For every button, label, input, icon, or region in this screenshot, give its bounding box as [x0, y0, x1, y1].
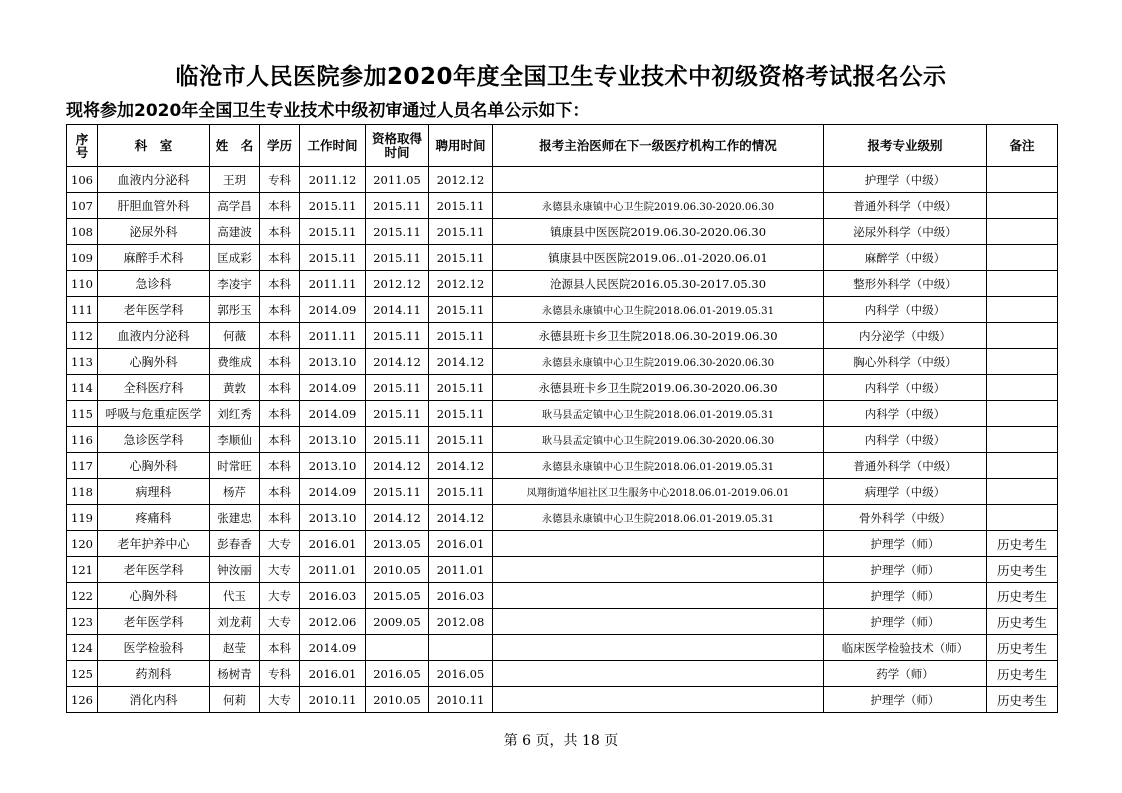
cell-level: 麻醉学（中级）: [824, 245, 987, 271]
cell-note: [987, 479, 1058, 505]
cell-cert-time: 2011.05: [366, 167, 429, 193]
cell-seq: 114: [67, 375, 98, 401]
cell-level: 内科学（中级）: [824, 401, 987, 427]
cell-note: [987, 245, 1058, 271]
cell-work-time: 2016.01: [300, 661, 366, 687]
page-footer: 第 6 页，共 18 页: [503, 733, 619, 749]
cell-hospital: 永德县班卡乡卫生院2019.06.30-2020.06.30: [493, 375, 824, 401]
cell-dept: 老年医学科: [98, 297, 210, 323]
cell-name: 代玉: [210, 583, 260, 609]
cell-dept: 老年医学科: [98, 557, 210, 583]
cell-education: 本科: [260, 427, 300, 453]
cell-education: 本科: [260, 349, 300, 375]
cell-level: 内科学（中级）: [824, 375, 987, 401]
table-row: [67, 583, 1058, 609]
cell-note: [987, 271, 1058, 297]
cell-hire-time: 2012.12: [429, 271, 493, 297]
cell-education: 大专: [260, 687, 300, 713]
cell-name: 王玥: [210, 167, 260, 193]
cell-education: 本科: [260, 453, 300, 479]
cell-hire-time: 2015.11: [429, 401, 493, 427]
cell-seq: 121: [67, 557, 98, 583]
cell-note: [987, 453, 1058, 479]
cell-cert-time: [366, 635, 429, 661]
cell-name: 钟汝丽: [210, 557, 260, 583]
table-row: [67, 167, 1058, 193]
cell-dept: 麻醉手术科: [98, 245, 210, 271]
cell-cert-time: 2015.11: [366, 245, 429, 271]
cell-education: 本科: [260, 193, 300, 219]
cell-seq: 120: [67, 531, 98, 557]
cell-name: 张建忠: [210, 505, 260, 531]
cell-education: 大专: [260, 557, 300, 583]
cell-cert-time: 2014.12: [366, 349, 429, 375]
cell-work-time: 2012.06: [300, 609, 366, 635]
cell-level: 普通外科学（中级）: [824, 193, 987, 219]
cell-education: 本科: [260, 271, 300, 297]
cell-work-time: 2013.10: [300, 505, 366, 531]
cell-hire-time: 2011.01: [429, 557, 493, 583]
cell-cert-time: 2010.05: [366, 687, 429, 713]
cell-hire-time: 2012.08: [429, 609, 493, 635]
cell-seq: 110: [67, 271, 98, 297]
cell-note: [987, 323, 1058, 349]
cell-hospital: [493, 661, 824, 687]
cell-work-time: 2011.11: [300, 271, 366, 297]
header-name: 姓 名: [210, 125, 260, 167]
cell-note: [987, 505, 1058, 531]
cell-education: 大专: [260, 583, 300, 609]
table-row: [67, 323, 1058, 349]
cell-education: 本科: [260, 219, 300, 245]
cell-education: 本科: [260, 323, 300, 349]
cell-name: 彭春香: [210, 531, 260, 557]
cell-name: 高建波: [210, 219, 260, 245]
cell-hire-time: 2010.11: [429, 687, 493, 713]
cell-hospital: 耿马县孟定镇中心卫生院2019.06.30-2020.06.30: [493, 427, 824, 453]
cell-note: 历史考生: [987, 635, 1058, 661]
table-row: [67, 271, 1058, 297]
table-row: [67, 505, 1058, 531]
cell-note: [987, 375, 1058, 401]
cell-level: 护理学（师）: [824, 687, 987, 713]
cell-note: 历史考生: [987, 583, 1058, 609]
cell-level: 内科学（中级）: [824, 427, 987, 453]
cell-seq: 111: [67, 297, 98, 323]
cell-note: [987, 349, 1058, 375]
cell-note: [987, 219, 1058, 245]
cell-name: 黄敦: [210, 375, 260, 401]
cell-seq: 124: [67, 635, 98, 661]
cell-work-time: 2011.01: [300, 557, 366, 583]
cell-dept: 血液内分泌科: [98, 167, 210, 193]
cell-hospital: 镇康县中医医院2019.06..01-2020.06.01: [493, 245, 824, 271]
cell-level: 护理学（师）: [824, 557, 987, 583]
cell-name: 匡成彩: [210, 245, 260, 271]
cell-hire-time: 2015.11: [429, 375, 493, 401]
table-row: [67, 453, 1058, 479]
table-body: [67, 167, 1058, 713]
cell-cert-time: 2014.12: [366, 453, 429, 479]
cell-education: 本科: [260, 297, 300, 323]
cell-hire-time: 2015.11: [429, 219, 493, 245]
cell-education: 本科: [260, 245, 300, 271]
cell-seq: 115: [67, 401, 98, 427]
cell-education: 专科: [260, 167, 300, 193]
cell-note: [987, 297, 1058, 323]
cell-dept: 呼吸与危重症医学: [98, 401, 210, 427]
cell-cert-time: 2009.05: [366, 609, 429, 635]
cell-seq: 123: [67, 609, 98, 635]
cell-cert-time: 2015.05: [366, 583, 429, 609]
cell-note: [987, 167, 1058, 193]
header-seq: 序号: [67, 125, 98, 167]
cell-level: 护理学（师）: [824, 583, 987, 609]
cell-seq: 126: [67, 687, 98, 713]
table-row: [67, 349, 1058, 375]
header-education: 学历: [260, 125, 300, 167]
cell-work-time: 2014.09: [300, 297, 366, 323]
cell-work-time: 2011.12: [300, 167, 366, 193]
cell-education: 本科: [260, 479, 300, 505]
cell-education: 本科: [260, 375, 300, 401]
cell-work-time: 2014.09: [300, 635, 366, 661]
cell-hire-time: [429, 635, 493, 661]
cell-cert-time: 2015.11: [366, 323, 429, 349]
cell-hospital: 永德县永康镇中心卫生院2019.06.30-2020.06.30: [493, 193, 824, 219]
cell-dept: 病理科: [98, 479, 210, 505]
cell-dept: 老年护养中心: [98, 531, 210, 557]
cell-level: 护理学（师）: [824, 609, 987, 635]
cell-level: 整形外科学（中级）: [824, 271, 987, 297]
cell-work-time: 2010.11: [300, 687, 366, 713]
cell-hire-time: 2016.01: [429, 531, 493, 557]
cell-cert-time: 2015.11: [366, 375, 429, 401]
header-dept: 科 室: [98, 125, 210, 167]
table-row: [67, 687, 1058, 713]
cell-work-time: 2015.11: [300, 219, 366, 245]
cell-seq: 109: [67, 245, 98, 271]
cell-seq: 118: [67, 479, 98, 505]
cell-dept: 血液内分泌科: [98, 323, 210, 349]
cell-level: 泌尿外科学（中级）: [824, 219, 987, 245]
cell-seq: 125: [67, 661, 98, 687]
cell-education: 本科: [260, 505, 300, 531]
cell-hire-time: 2014.12: [429, 453, 493, 479]
cell-seq: 119: [67, 505, 98, 531]
cell-name: 刘龙莉: [210, 609, 260, 635]
cell-seq: 108: [67, 219, 98, 245]
cell-hospital: 镇康县中医医院2019.06.30-2020.06.30: [493, 219, 824, 245]
table-row: [67, 375, 1058, 401]
cell-hospital: [493, 687, 824, 713]
cell-hospital: [493, 635, 824, 661]
cell-level: 内分泌学（中级）: [824, 323, 987, 349]
table-row: [67, 193, 1058, 219]
cell-level: 护理学（师）: [824, 531, 987, 557]
cell-hire-time: 2015.11: [429, 479, 493, 505]
table-row: [67, 609, 1058, 635]
cell-level: 药学（师）: [824, 661, 987, 687]
cell-seq: 117: [67, 453, 98, 479]
cell-seq: 107: [67, 193, 98, 219]
cell-hospital: [493, 557, 824, 583]
cell-cert-time: 2013.05: [366, 531, 429, 557]
cell-seq: 122: [67, 583, 98, 609]
header-note: 备注: [987, 125, 1058, 167]
cell-name: 李凌宇: [210, 271, 260, 297]
cell-dept: 疼痛科: [98, 505, 210, 531]
cell-hire-time: 2014.12: [429, 349, 493, 375]
cell-note: 历史考生: [987, 661, 1058, 687]
cell-cert-time: 2014.12: [366, 505, 429, 531]
cell-dept: 心胸外科: [98, 583, 210, 609]
cell-cert-time: 2015.11: [366, 479, 429, 505]
cell-level: 病理学（中级）: [824, 479, 987, 505]
cell-name: 刘红秀: [210, 401, 260, 427]
cell-hire-time: 2015.11: [429, 323, 493, 349]
cell-work-time: 2013.10: [300, 453, 366, 479]
table-row: [67, 401, 1058, 427]
cell-cert-time: 2015.11: [366, 401, 429, 427]
cell-hospital: 永德县永康镇中心卫生院2018.06.01-2019.05.31: [493, 453, 824, 479]
cell-work-time: 2016.01: [300, 531, 366, 557]
cell-level: 胸心外科学（中级）: [824, 349, 987, 375]
cell-seq: 106: [67, 167, 98, 193]
cell-work-time: 2013.10: [300, 427, 366, 453]
cell-dept: 消化内科: [98, 687, 210, 713]
cell-education: 大专: [260, 531, 300, 557]
table-row: [67, 245, 1058, 271]
cell-name: 何莉: [210, 687, 260, 713]
cell-hospital: [493, 583, 824, 609]
cell-name: 杨芹: [210, 479, 260, 505]
header-level: 报考专业级别: [824, 125, 987, 167]
page-title: 临沧市人民医院参加2020年度全国卫生专业技术中初级资格考试报名公示: [175, 64, 947, 90]
cell-hospital: 耿马县孟定镇中心卫生院2018.06.01-2019.05.31: [493, 401, 824, 427]
cell-hospital: 沧源县人民医院2016.05.30-2017.05.30: [493, 271, 824, 297]
cell-name: 李顺仙: [210, 427, 260, 453]
cell-seq: 112: [67, 323, 98, 349]
cell-name: 时常旺: [210, 453, 260, 479]
cell-note: [987, 427, 1058, 453]
cell-dept: 泌尿外科: [98, 219, 210, 245]
cell-hire-time: 2012.12: [429, 167, 493, 193]
cell-level: 内科学（中级）: [824, 297, 987, 323]
cell-dept: 药剂科: [98, 661, 210, 687]
cell-note: 历史考生: [987, 531, 1058, 557]
cell-dept: 急诊医学科: [98, 427, 210, 453]
cell-work-time: 2013.10: [300, 349, 366, 375]
header-cert-time: 资格取得时间: [366, 125, 429, 167]
cell-name: 费维成: [210, 349, 260, 375]
table-header-row: [67, 125, 1058, 167]
cell-hospital: 永德县永康镇中心卫生院2018.06.01-2019.05.31: [493, 505, 824, 531]
cell-hire-time: 2016.03: [429, 583, 493, 609]
cell-hospital: 永德县班卡乡卫生院2018.06.30-2019.06.30: [493, 323, 824, 349]
cell-cert-time: 2014.11: [366, 297, 429, 323]
cell-note: 历史考生: [987, 687, 1058, 713]
cell-hospital: 永德县永康镇中心卫生院2018.06.01-2019.05.31: [493, 297, 824, 323]
cell-level: 骨外科学（中级）: [824, 505, 987, 531]
cell-education: 本科: [260, 401, 300, 427]
cell-dept: 肝胆血管外科: [98, 193, 210, 219]
cell-work-time: 2015.11: [300, 245, 366, 271]
cell-hire-time: 2014.12: [429, 505, 493, 531]
cell-hospital: [493, 531, 824, 557]
cell-work-time: 2015.11: [300, 193, 366, 219]
cell-name: 杨树青: [210, 661, 260, 687]
cell-hospital: 凤翔街道华旭社区卫生服务中心2018.06.01-2019.06.01: [493, 479, 824, 505]
table-row: [67, 661, 1058, 687]
cell-hire-time: 2015.11: [429, 245, 493, 271]
cell-name: 郭彤玉: [210, 297, 260, 323]
cell-level: 普通外科学（中级）: [824, 453, 987, 479]
cell-name: 赵莹: [210, 635, 260, 661]
applicant-table: [66, 124, 1058, 713]
cell-dept: 全科医疗科: [98, 375, 210, 401]
header-hospital: 报考主治医师在下一级医疗机构工作的情况: [493, 125, 824, 167]
cell-cert-time: 2010.05: [366, 557, 429, 583]
cell-education: 本科: [260, 635, 300, 661]
cell-work-time: 2014.09: [300, 479, 366, 505]
cell-note: 历史考生: [987, 609, 1058, 635]
cell-dept: 心胸外科: [98, 453, 210, 479]
table-row: [67, 297, 1058, 323]
cell-seq: 116: [67, 427, 98, 453]
cell-education: 专科: [260, 661, 300, 687]
cell-dept: 急诊科: [98, 271, 210, 297]
table-row: [67, 531, 1058, 557]
cell-hire-time: 2015.11: [429, 297, 493, 323]
cell-note: [987, 401, 1058, 427]
cell-dept: 医学检验科: [98, 635, 210, 661]
cell-hospital: [493, 167, 824, 193]
table-row: [67, 219, 1058, 245]
cell-hire-time: 2015.11: [429, 427, 493, 453]
cell-cert-time: 2015.11: [366, 193, 429, 219]
notice-subtitle: 现将参加2020年全国卫生专业技术中级初审通过人员名单公示如下：: [66, 101, 590, 121]
cell-work-time: 2016.03: [300, 583, 366, 609]
cell-education: 大专: [260, 609, 300, 635]
cell-level: 临床医学检验技术（师）: [824, 635, 987, 661]
cell-cert-time: 2012.12: [366, 271, 429, 297]
cell-hire-time: 2016.05: [429, 661, 493, 687]
cell-cert-time: 2015.11: [366, 427, 429, 453]
cell-hospital: 永德县永康镇中心卫生院2019.06.30-2020.06.30: [493, 349, 824, 375]
cell-hire-time: 2015.11: [429, 193, 493, 219]
table-row: [67, 635, 1058, 661]
cell-name: 高学昌: [210, 193, 260, 219]
cell-hospital: [493, 609, 824, 635]
cell-dept: 心胸外科: [98, 349, 210, 375]
cell-work-time: 2014.09: [300, 401, 366, 427]
cell-cert-time: 2015.11: [366, 219, 429, 245]
cell-work-time: 2014.09: [300, 375, 366, 401]
cell-dept: 老年医学科: [98, 609, 210, 635]
cell-work-time: 2011.11: [300, 323, 366, 349]
table-row: [67, 557, 1058, 583]
table-row: [67, 427, 1058, 453]
header-work-time: 工作时间: [300, 125, 366, 167]
cell-note: [987, 193, 1058, 219]
cell-cert-time: 2016.05: [366, 661, 429, 687]
table-row: [67, 479, 1058, 505]
cell-note: 历史考生: [987, 557, 1058, 583]
header-hire-time: 聘用时间: [429, 125, 493, 167]
cell-seq: 113: [67, 349, 98, 375]
cell-name: 何薇: [210, 323, 260, 349]
cell-level: 护理学（中级）: [824, 167, 987, 193]
